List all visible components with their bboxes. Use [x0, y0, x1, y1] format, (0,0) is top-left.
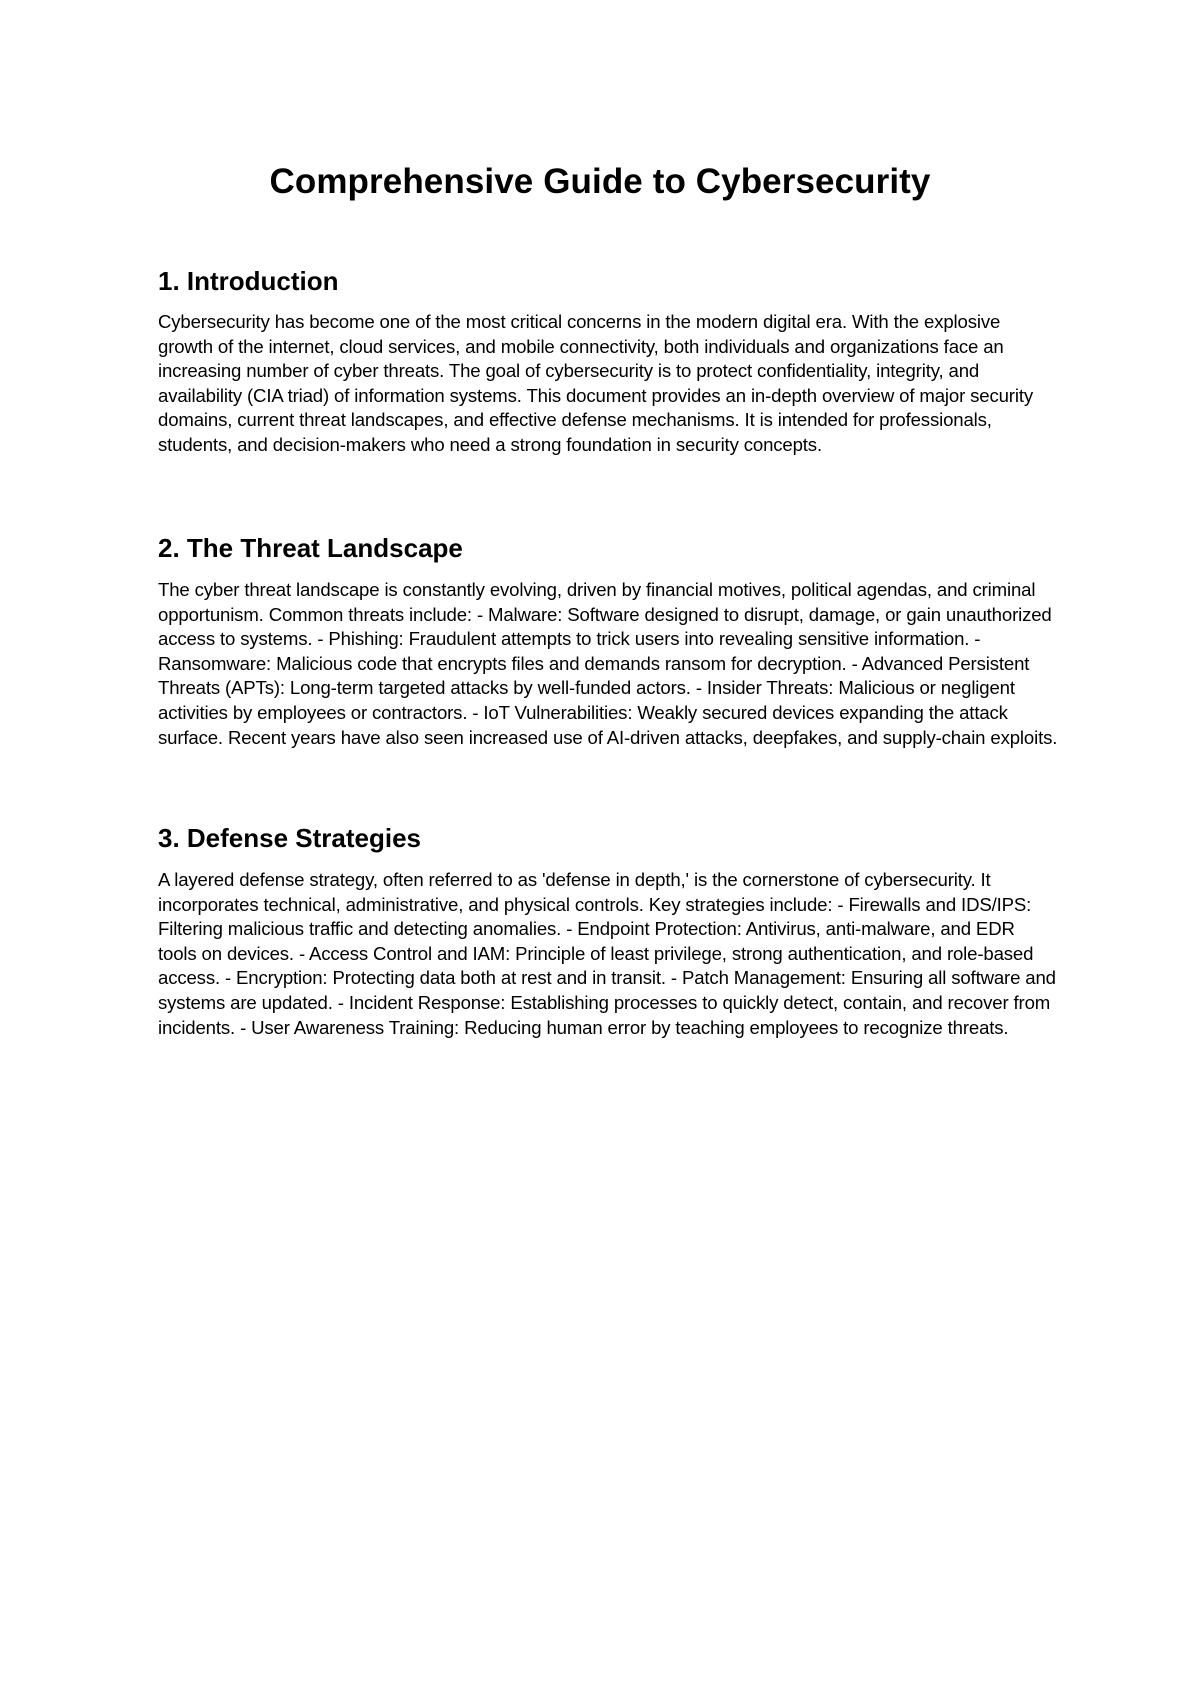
section-threat-landscape	[158, 531, 1058, 750]
section-heading: 2. The Threat Landscape	[158, 533, 463, 563]
section-body: The cyber threat landscape is constantly evolving, driven by financial motives, political agendas, and criminal opportunism. Common threats include: - Malware: Software designed to disrupt, damage, or gain unauthorized access to systems. - Phishing: Fraudulent attempts to trick users into revealing sensitive information. - Ransomware: Malicious code that encrypts files and demands ransom for decryption. - Advanced Persistent Threats (APTs): Long-term targeted attacks by well-funded actors. - Insider Threats: Malicious or negligent activities by employees or contractors. - IoT Vulnerabilities: Weakly secured devices expanding the attack surface. Recent years have also seen increased use of AI-driven attacks, deepfakes, and supply-chain exploits.	[158, 579, 1058, 748]
section-heading: 3. Defense Strategies	[158, 823, 422, 853]
section-heading: 1. Introduction	[158, 266, 339, 296]
section-body: A layered defense strategy, often referred to as 'defense in depth,' is the cornerstone of cybersecurity. It incorporates technical, administrative, and physical controls. Key strategies include: - Firewalls and IDS/IPS: Filtering malicious traffic and detecting anomalies. - Endpoint Protection: Antivirus, anti-malware, and EDR tools on devices. - Access Control and IAM: Principle of least privilege, strong authentication, and role-based access. - Encryption: Protecting data both at rest and in transit. - Patch Management: Ensuring all software and systems are updated. - Incident Response: Establishing processes to quickly detect, contain, and recover from incidents. - User Awareness Training: Reducing human error by teaching employees to recognize threats.	[158, 869, 1056, 1038]
section-body: Cybersecurity has become one of the most critical concerns in the modern digital era. With the explosive growth of the internet, cloud services, and mobile connectivity, both individuals and organizations face an increasing number of cyber threats. The goal of cybersecurity is to protect confidentiality, integrity, and availability (CIA triad) of information systems. This document provides an in-depth overview of major security domains, current threat landscapes, and effective defense mechanisms. It is intended for professionals, students, and decision-makers who need a strong foundation in security concepts.	[158, 311, 1033, 455]
section-introduction	[158, 264, 1058, 458]
section-defense-strategies	[158, 821, 1058, 1040]
document-title: Comprehensive Guide to Cybersecurity	[269, 162, 931, 201]
